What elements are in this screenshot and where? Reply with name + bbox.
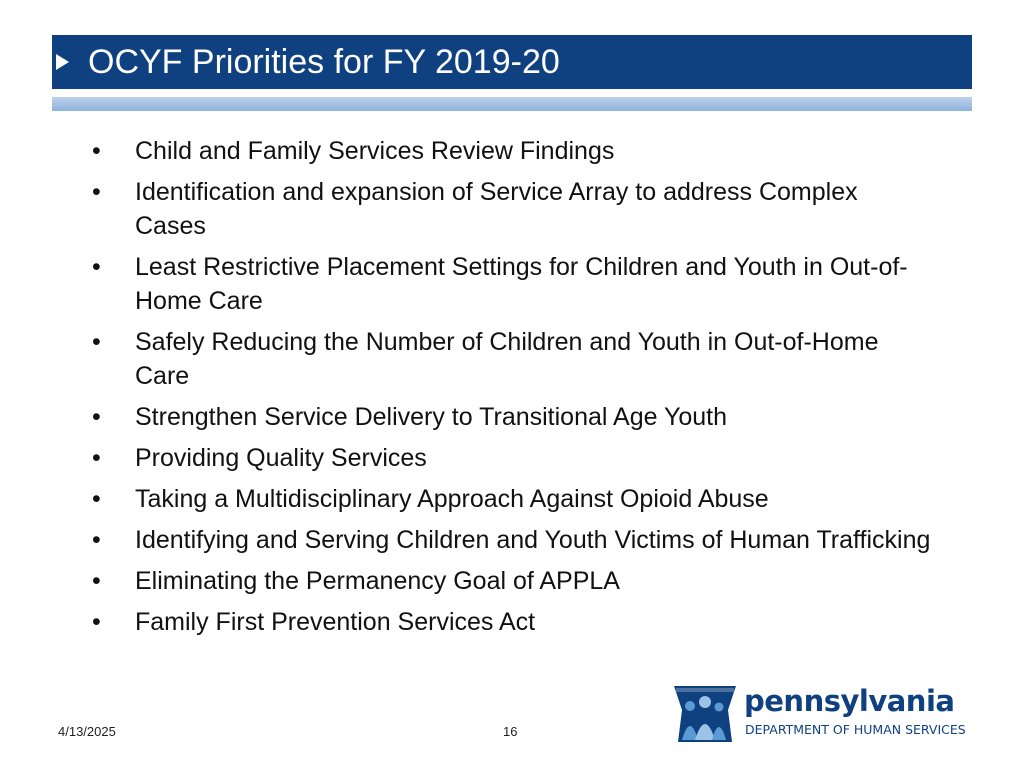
bullet-icon: • bbox=[92, 485, 101, 513]
bullet-icon: • bbox=[92, 137, 101, 165]
bullet-icon: • bbox=[92, 403, 101, 431]
title-arrow-icon bbox=[56, 54, 69, 70]
title-bar bbox=[52, 35, 972, 89]
bullet-item: • Identifying and Serving Children and Youth Victims of Human Trafficking bbox=[92, 523, 932, 557]
bullet-item: • Least Restrictive Placement Settings for Children and Youth in Out-of-Home Care bbox=[92, 250, 932, 318]
bullet-icon: • bbox=[92, 608, 101, 636]
bullet-item: • Taking a Multidisciplinary Approach Against Opioid Abuse bbox=[92, 482, 932, 516]
bullet-item: • Providing Quality Services bbox=[92, 441, 932, 475]
bullet-item: • Strengthen Service Delivery to Transitional Age Youth bbox=[92, 400, 932, 434]
pa-dhs-logo bbox=[672, 680, 982, 746]
page-number: 16 bbox=[503, 724, 518, 739]
bullet-item: • Safely Reducing the Number of Children and Youth in Out-of-Home Care bbox=[92, 325, 932, 393]
bullet-list bbox=[92, 134, 932, 646]
bullet-icon: • bbox=[92, 178, 101, 206]
title-underline-stripe bbox=[52, 97, 972, 111]
footer-date: 4/13/2025 bbox=[58, 724, 116, 739]
bullet-item: • Identification and expansion of Service Array to address Complex Cases bbox=[92, 175, 932, 243]
logo-department: DEPARTMENT OF HUMAN SERVICES bbox=[745, 722, 966, 737]
slide-title: OCYF Priorities for FY 2019-20 bbox=[88, 43, 560, 81]
bullet-icon: • bbox=[92, 253, 101, 281]
bullet-item: • Child and Family Services Review Findings bbox=[92, 134, 932, 168]
bullet-icon: • bbox=[92, 526, 101, 554]
bullet-item: • Eliminating the Permanency Goal of APPLA bbox=[92, 564, 932, 598]
logo-wordmark: pennsylvania bbox=[744, 684, 955, 718]
bullet-icon: • bbox=[92, 567, 101, 595]
bullet-item: • Family First Prevention Services Act bbox=[92, 605, 932, 639]
bullet-icon: • bbox=[92, 444, 101, 472]
bullet-icon: • bbox=[92, 328, 101, 356]
keystone-family-icon bbox=[672, 680, 738, 744]
